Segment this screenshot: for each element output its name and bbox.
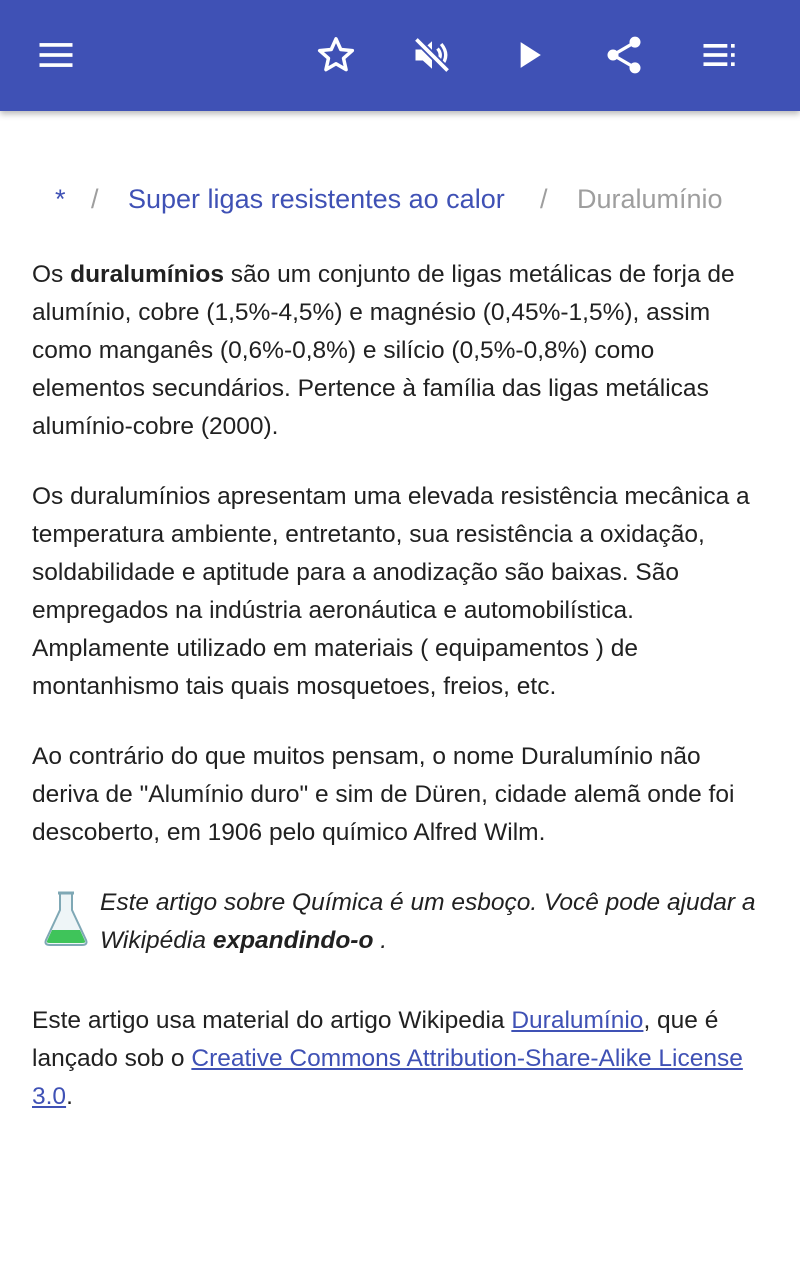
license-text: Este artigo usa material do artigo Wikipedia (32, 1007, 512, 1034)
breadcrumb-parent-link[interactable]: Super ligas resistentes ao calor (128, 184, 505, 214)
app-bar (0, 0, 800, 111)
mute-button[interactable] (404, 27, 460, 83)
wikipedia-article-link[interactable]: Duralumínio (511, 1007, 644, 1034)
star-icon (314, 33, 358, 77)
favorite-button[interactable] (308, 27, 364, 83)
menu-button[interactable] (28, 27, 84, 83)
breadcrumb-separator: / (540, 184, 548, 214)
play-icon (506, 33, 550, 77)
stub-text: Este artigo sobre Química é um esboço. Você pode ajudar a Wikipédia (100, 889, 756, 954)
list-icon (698, 33, 742, 77)
contents-button[interactable] (692, 27, 748, 83)
article-paragraph: Os duralumínios apresentam uma elevada resistência mecânica a temperatura ambiente, entretanto, sua resistência a oxidação, soldabilidade e aptitude para a anodização são baixas. São empregados na indústria aeronáutica e automobilística. Amplamente utilizado em materiais ( equipamentos ) de montanhismo tais quais mosquetoes, freios, etc. (32, 483, 750, 700)
play-button[interactable] (500, 27, 556, 83)
license-text: , que é lançado sob o (32, 1007, 719, 1072)
article-content (32, 256, 772, 1148)
license-text: . (66, 1083, 73, 1110)
breadcrumb (0, 180, 800, 220)
breadcrumb-separator: / (91, 184, 99, 214)
stub-text: . (373, 927, 388, 954)
article-term: duralumínios (70, 261, 224, 288)
flask-icon (42, 890, 90, 948)
share-icon (602, 33, 646, 77)
article-paragraph (32, 256, 772, 446)
paragraph-text: Os (32, 261, 71, 288)
breadcrumb-current: Duralumínio (577, 184, 723, 214)
license-link[interactable]: Creative Commons Attribution-Share-Alike License 3.0 (32, 1045, 743, 1110)
menu-icon (34, 33, 78, 77)
volume-off-icon (410, 33, 454, 77)
license-notice (32, 1002, 772, 1116)
article-paragraph: Ao contrário do que muitos pensam, o nome Duralumínio não deriva de "Alumínio duro" e sim de Düren, cidade alemã onde foi descoberto, em 1906 pelo químico Alfred Wilm. (32, 743, 735, 846)
share-button[interactable] (596, 27, 652, 83)
breadcrumb-root-link[interactable]: * (55, 184, 66, 214)
expand-link[interactable]: expandindo-o (212, 927, 374, 954)
stub-notice (32, 884, 772, 960)
paragraph-text: são um conjunto de ligas metálicas de forja de alumínio, cobre (1,5%-4,5%) e magnésio (0,45%-1,5%), assim como manganês (0,6%-0,8%) e silício (0,5%-0,8%) como elementos secundários. Pertence à família das ligas metálicas alumínio-cobre (2000). (32, 261, 735, 440)
